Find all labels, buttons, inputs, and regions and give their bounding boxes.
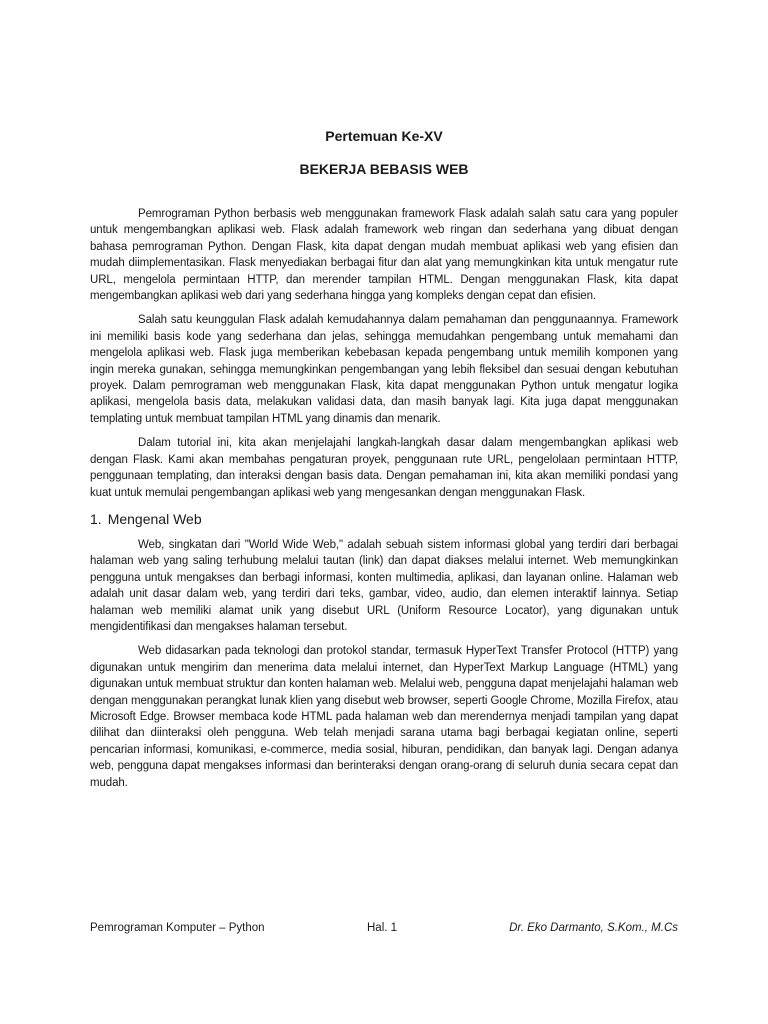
page-title: Pertemuan Ke-XV (325, 128, 443, 144)
section-paragraph-2: Web didasarkan pada teknologi dan protokol standar, termasuk HyperText Transfer Protocol (HTTP) yang digunakan untuk mengirim dan menerima data melalui internet, dan HyperText Markup Language (HTML) yang digunakan untuk membuat struktur dan konten halaman web. Melalui web, pengguna dapat menjelajahi halaman web dengan menggunakan perangkat lunak klien yang disebut web browser, seperti Google Chrome, Mozilla Firefox, atau Microsoft Edge. Browser membaca kode HTML pada halaman web dan merendernya menjadi tampilan yang dapat dilihat dan diinteraksi oleh pengguna. Web telah menjadi sarana utama bagi berbagai kegiatan online, seperti pencarian informasi, komunikasi, e-commerce, media sosial, hiburan, pendidikan, dan banyak lagi. Dengan adanya web, pengguna dapat mengakses informasi dan berinteraksi dengan orang-orang di seluruh dunia secara cepat dan mudah. (90, 645, 678, 789)
page-subtitle: BEKERJA BEBASIS WEB (299, 161, 469, 177)
footer-course-title: Pemrograman Komputer – Python (90, 922, 265, 934)
footer-page-number: Hal. 1 (367, 922, 398, 934)
footer-author: Dr. Eko Darmanto, S.Kom., M.Cs (509, 922, 678, 934)
section-paragraph-1: Web, singkatan dari "World Wide Web," adalah sebuah sistem informasi global yang terdiri dari berbagai halaman web yang saling terhubung melalui tautan (link) dan dapat diakses melalui internet. Web memungkinkan pengguna untuk mengakses dan berbagi informasi, konten multimedia, aplikasi, dan layanan online. Halaman web adalah unit dasar dalam web, yang terdiri dari teks, gambar, video, audio, dan elemen interaktif lainnya. Setiap halaman web memiliki alamat unik yang disebut URL (Uniform Resource Locator), yang digunakan untuk mengidentifikasi dan mengakses halaman tersebut. (90, 538, 678, 633)
intro-paragraph-2: Salah satu keunggulan Flask adalah kemudahannya dalam pemahaman dan penggunaannya. Framework ini memiliki basis kode yang sederhana dan jelas, sehingga memudahkan pengembang untuk memahami dan mengelola aplikasi web. Flask juga memberikan kebebasan kepada pengembang untuk memilih komponen yang ingin mereka gunakan, sehingga memungkinkan pengembangan yang lebih fleksibel dan sesuai dengan kebutuhan proyek. Dalam pemrograman web menggunakan Flask, kita dapat menggunakan Python untuk mengatur logika aplikasi, mengelola basis data, melakukan validasi data, dan masih banyak lagi. Kita juga dapat menggunakan templating untuk membuat tampilan HTML yang dinamis dan menarik. (90, 314, 678, 425)
document-body (90, 206, 678, 799)
page-footer (90, 922, 678, 938)
section-number: 1. (90, 510, 102, 527)
section-title: Mengenal Web (107, 510, 202, 527)
intro-paragraph-3: Dalam tutorial ini, kita akan menjelajahi langkah-langkah dasar dalam mengembangkan aplikasi web dengan Flask. Kami akan membahas pengaturan proyek, penggunaan rute URL, pengelolaan permintaan HTTP, penggunaan templating, dan interaksi dengan basis data. Dengan pemahaman ini, kita akan memiliki pondasi yang kuat untuk memulai pengembangan aplikasi web yang mengesankan dengan menggunakan Flask. (90, 437, 678, 499)
document-page (90, 0, 678, 1024)
section-heading (90, 510, 678, 528)
intro-paragraph-1: Pemrograman Python berbasis web menggunakan framework Flask adalah salah satu cara yang populer untuk mengembangkan aplikasi web. Flask adalah framework web ringan dan sederhana yang dibuat dengan bahasa pemrograman Python. Dengan Flask, kita dapat dengan mudah membuat aplikasi web yang efisien dan mudah diimplementasikan. Flask menyediakan berbagai fitur dan alat yang memungkinkan kita untuk mengatur rute URL, mengelola permintaan HTTP, dan merender tampilan HTML. Dengan menggunakan Flask, kita dapat mengembangkan aplikasi web dari yang sederhana hingga yang kompleks dengan cepat dan efisien. (90, 208, 678, 303)
